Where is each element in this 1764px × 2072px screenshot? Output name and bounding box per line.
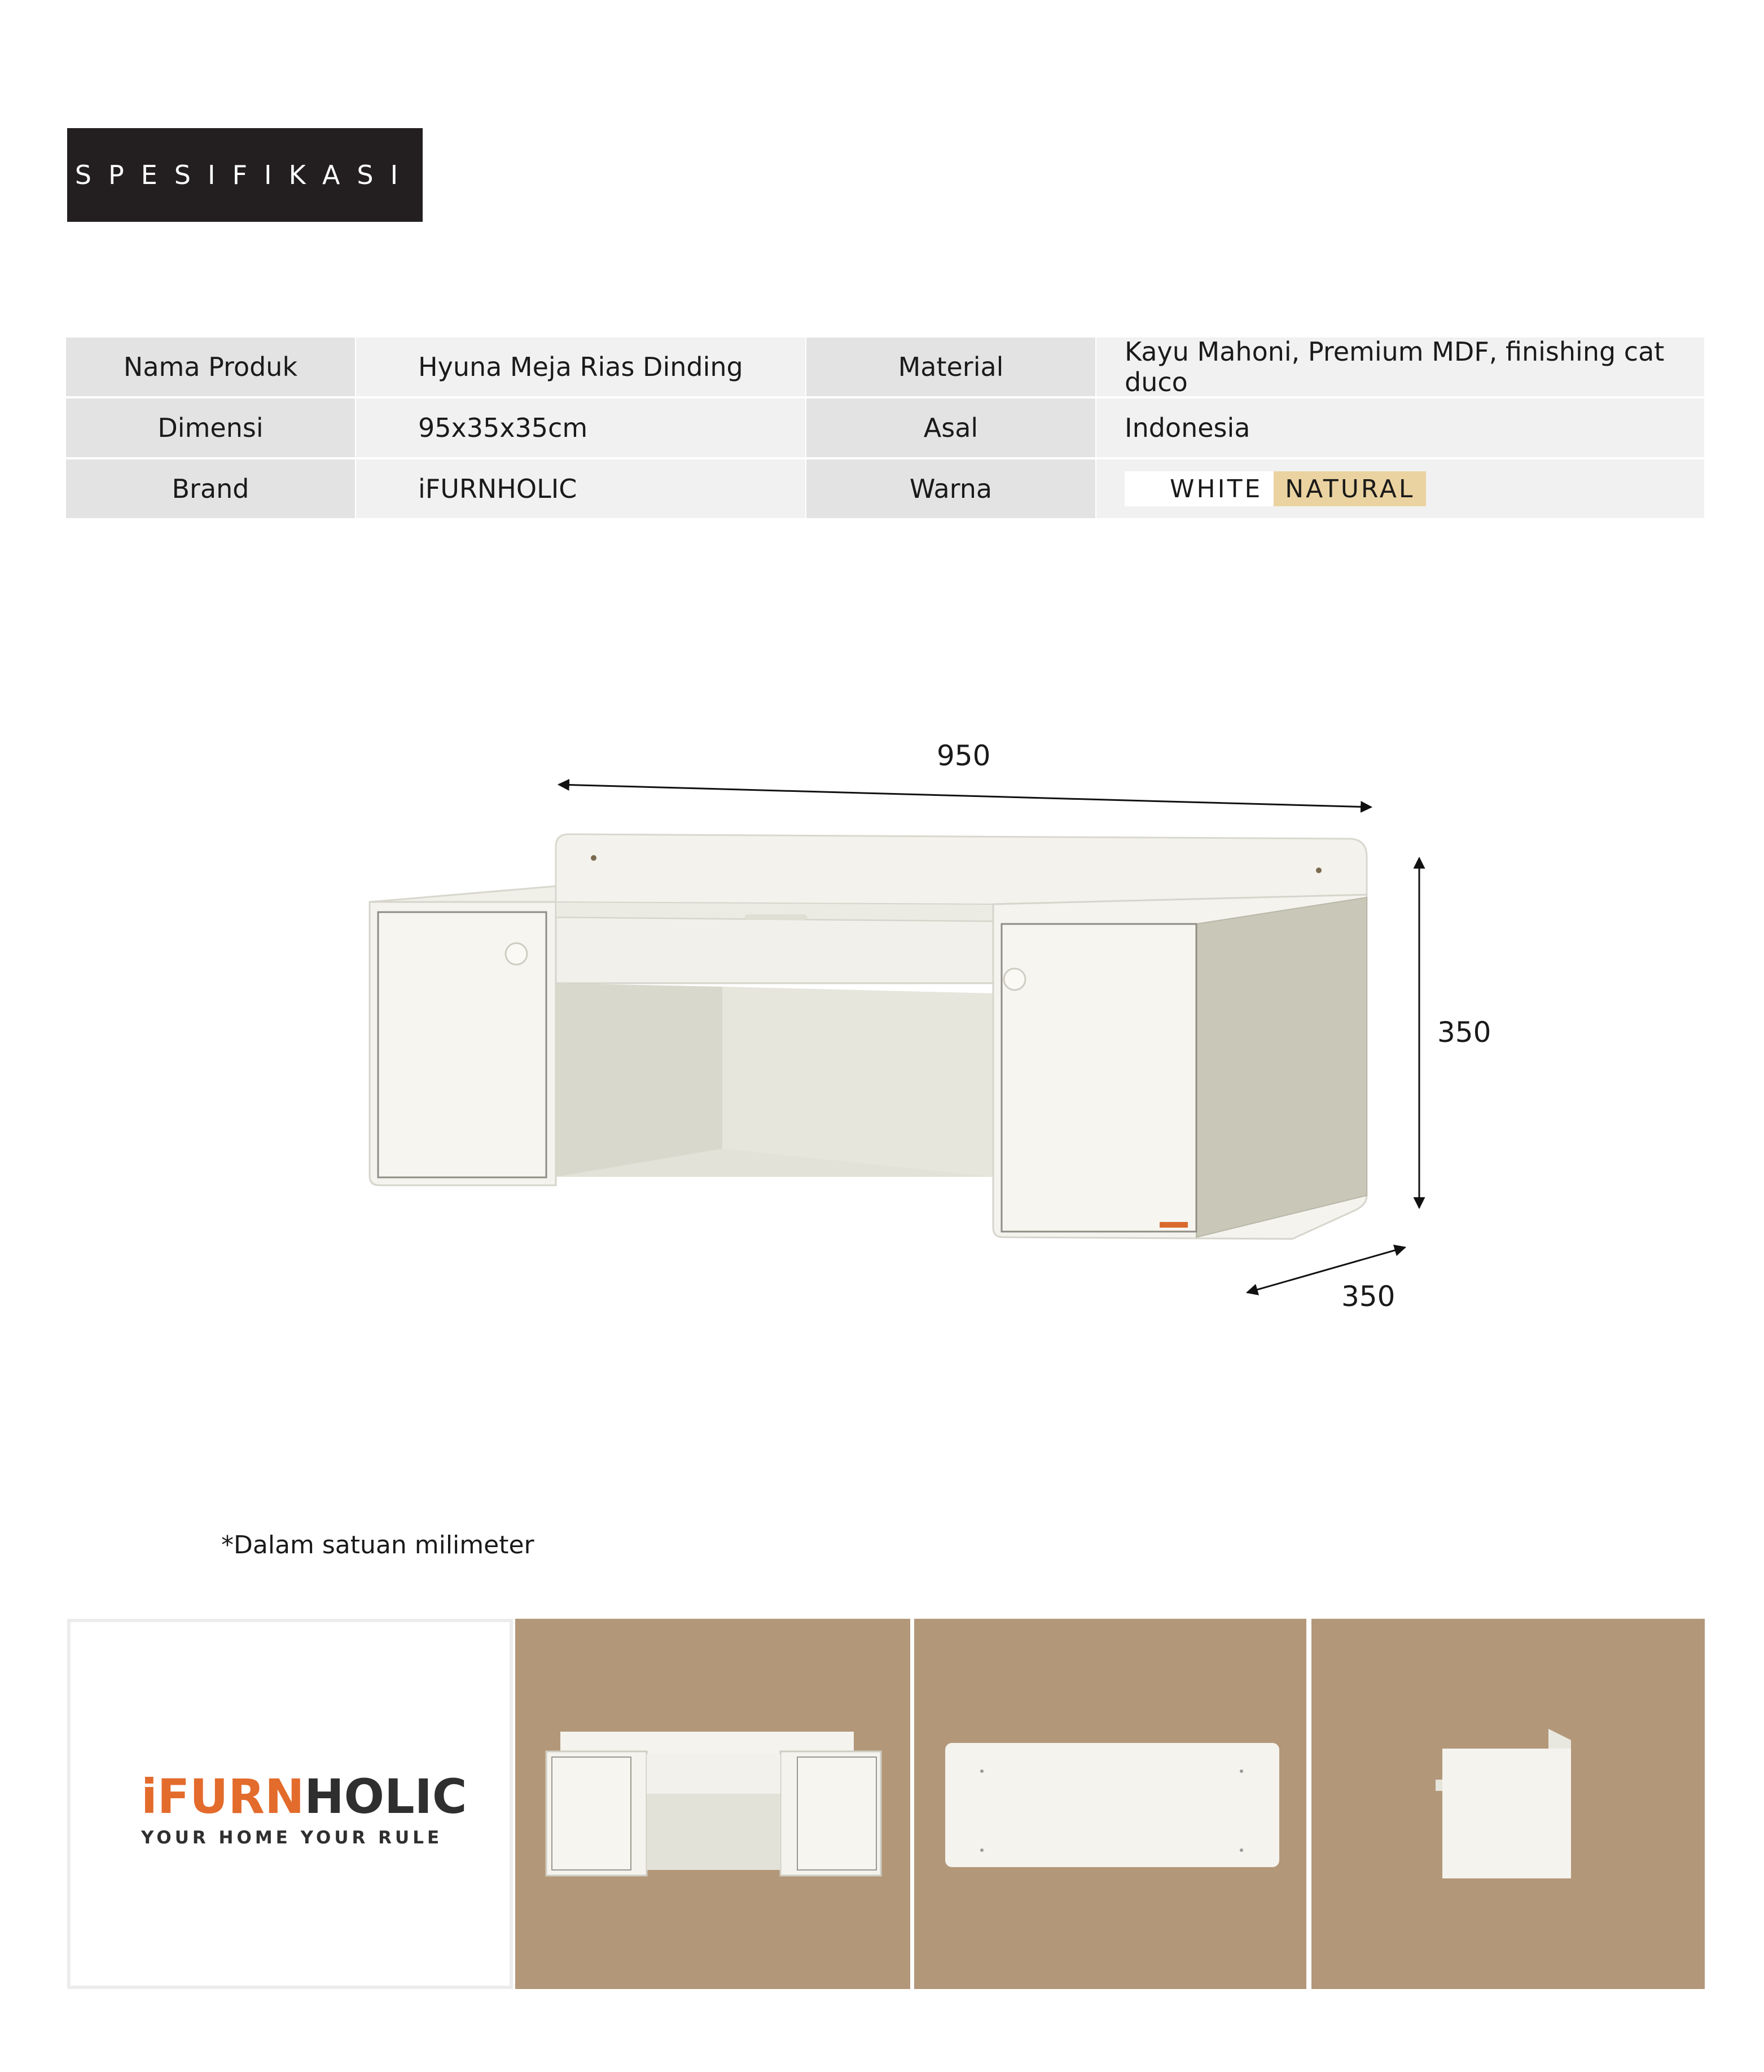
spec-label: Asal	[806, 398, 1095, 457]
mount-hole	[591, 855, 596, 861]
left-knob	[506, 943, 527, 965]
logo-part2: HOLIC	[304, 1769, 467, 1824]
logo-panel	[67, 1619, 513, 1989]
front-view-image	[515, 1619, 910, 1989]
spec-row	[66, 459, 1704, 518]
spec-value: 95x35x35cm	[356, 398, 805, 457]
width-dimension: 950	[937, 739, 991, 772]
brand-mark	[1160, 1222, 1188, 1228]
color-options	[1096, 459, 1704, 518]
right-door	[1002, 924, 1196, 1232]
color-swatch-white: WHITE	[1125, 471, 1274, 506]
drawer-front	[556, 917, 993, 983]
depth-dimension: 350	[1341, 1280, 1396, 1313]
spec-value: Indonesia	[1096, 398, 1704, 457]
unit-note: *Dalam satuan milimeter	[221, 1531, 534, 1560]
mount-hole	[1316, 868, 1322, 873]
knee-inner-back	[722, 987, 993, 1177]
lid-handle	[745, 914, 807, 920]
knee-inner-left	[556, 983, 722, 1177]
spec-label: Brand	[66, 459, 355, 518]
logo-tagline: YOUR HOME YOUR RULE	[141, 1828, 443, 1848]
right-side	[1196, 897, 1367, 1237]
spec-value: Hyuna Meja Rias Dinding	[356, 338, 805, 396]
spec-row	[66, 338, 1704, 396]
section-title: SPESIFIKASI	[67, 128, 423, 222]
desk-illustration	[339, 722, 1524, 1343]
width-arrow	[559, 785, 1371, 807]
spec-label: Warna	[806, 459, 1095, 518]
spec-table	[66, 338, 1704, 518]
product-view-back-panel	[914, 1619, 1306, 1989]
right-knob	[1004, 969, 1025, 990]
product-view-front	[515, 1619, 910, 1989]
height-dimension: 350	[1437, 1016, 1491, 1049]
spec-label: Dimensi	[66, 398, 355, 457]
spec-row	[66, 398, 1704, 457]
back-panel-image	[914, 1619, 1306, 1989]
product-view-side	[1311, 1619, 1705, 1989]
brand-logo	[141, 1769, 467, 1848]
spec-label: Material	[806, 338, 1095, 396]
spec-label: Nama Produk	[66, 338, 355, 396]
spec-value: Kayu Mahoni, Premium MDF, finishing cat duco	[1096, 338, 1704, 396]
dimension-diagram	[339, 722, 1524, 1343]
color-swatch-natural: NATURAL	[1274, 471, 1426, 506]
side-view-image	[1311, 1619, 1705, 1989]
logo-part1: iFURN	[141, 1769, 305, 1824]
spec-value: iFURNHOLIC	[356, 459, 805, 518]
